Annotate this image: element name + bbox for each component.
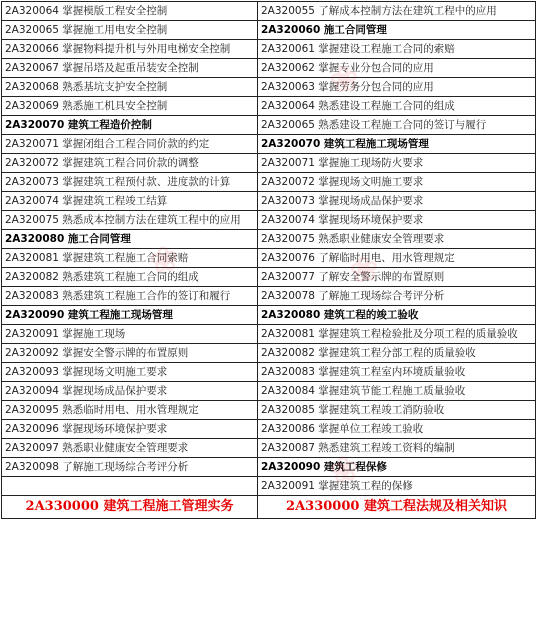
syllabus-item-cell: 2A320095 熟悉临时用电、用水管理规定 <box>2 401 258 420</box>
syllabus-item-cell: 2A320087 熟悉建筑工程竣工资料的编制 <box>258 439 536 458</box>
syllabus-item-cell: 2A320083 熟悉建筑工程施工合作的签订和履行 <box>2 287 258 306</box>
syllabus-item-cell: 2A320071 掌握闭组合工程合同价款的约定 <box>2 135 258 154</box>
syllabus-item-cell: 2A320072 掌握建筑工程合同价款的调整 <box>2 154 258 173</box>
syllabus-row <box>2 116 536 135</box>
syllabus-row <box>2 230 536 249</box>
syllabus-item-cell: 2A320072 掌握现场文明施工要求 <box>258 173 536 192</box>
syllabus-item-cell: 2A320085 掌握建筑工程竣工消防验收 <box>258 401 536 420</box>
syllabus-row <box>2 382 536 401</box>
syllabus-item-cell <box>2 477 258 496</box>
section-heading-cell: 2A320060 施工合同管理 <box>258 21 536 40</box>
section-heading-cell: 2A320090 建筑工程施工现场管理 <box>2 306 258 325</box>
syllabus-item-cell: 2A320094 掌握现场成品保护要求 <box>2 382 258 401</box>
syllabus-row <box>2 306 536 325</box>
syllabus-item-cell: 2A320068 熟悉基坑支护安全控制 <box>2 78 258 97</box>
syllabus-item-cell: 2A320077 了解安全警示牌的布置原则 <box>258 268 536 287</box>
syllabus-rows <box>2 2 536 496</box>
syllabus-item-cell: 2A320081 掌握建筑工程检验批及分项工程的质量验收 <box>258 325 536 344</box>
section-heading-cell: 2A320080 建筑工程的竣工验收 <box>258 306 536 325</box>
syllabus-row <box>2 439 536 458</box>
footer-right-cell <box>258 496 536 519</box>
syllabus-item-cell: 2A320093 掌握现场文明施工要求 <box>2 363 258 382</box>
syllabus-item-cell: 2A320091 掌握建筑工程的保修 <box>258 477 536 496</box>
watermark-mark: ❀ <box>147 238 182 282</box>
syllabus-row <box>2 344 536 363</box>
syllabus-item-cell: 2A320082 熟悉建筑工程施工合同的组成 <box>2 268 258 287</box>
syllabus-item-cell: 2A320073 掌握建筑工程预付款、进度款的计算 <box>2 173 258 192</box>
syllabus-item-cell: 2A320055 了解成本控制方法在建筑工程中的应用 <box>258 2 536 21</box>
syllabus-item-cell: 2A320081 掌握建筑工程施工合同索赔 <box>2 249 258 268</box>
syllabus-row <box>2 2 536 21</box>
watermark-mark: ❀ <box>347 248 382 292</box>
section-heading-cell: 2A320080 施工合同管理 <box>2 230 258 249</box>
syllabus-item-cell: 2A320066 掌握物料提升机与外用电梯安全控制 <box>2 40 258 59</box>
section-heading-cell: 2A320090 建筑工程保修 <box>258 458 536 477</box>
section-heading-cell: 2A320070 建筑工程施工现场管理 <box>258 135 536 154</box>
syllabus-item-cell: 2A320091 掌握施工现场 <box>2 325 258 344</box>
syllabus-item-cell: 2A320084 掌握建筑节能工程施工质量验收 <box>258 382 536 401</box>
syllabus-row <box>2 21 536 40</box>
syllabus-row <box>2 154 536 173</box>
syllabus-row <box>2 40 536 59</box>
syllabus-item-cell: 2A320075 熟悉职业健康安全管理要求 <box>258 230 536 249</box>
syllabus-item-cell: 2A320073 掌握现场成品保护要求 <box>258 192 536 211</box>
syllabus-row <box>2 458 536 477</box>
syllabus-row <box>2 97 536 116</box>
syllabus-item-cell: 2A320061 掌握建设工程施工合同的索赔 <box>258 40 536 59</box>
syllabus-row <box>2 268 536 287</box>
syllabus-item-cell: 2A320064 熟悉建设工程施工合同的组成 <box>258 97 536 116</box>
footer-left-title: 2A330000 建筑工程施工管理实务 <box>25 499 234 514</box>
syllabus-row <box>2 135 536 154</box>
syllabus-item-cell: 2A320075 熟悉成本控制方法在建筑工程中的应用 <box>2 211 258 230</box>
syllabus-item-cell: 2A320096 掌握现场环境保护要求 <box>2 420 258 439</box>
syllabus-item-cell: 2A320067 掌握吊塔及起重吊装安全控制 <box>2 59 258 78</box>
syllabus-item-cell: 2A320097 熟悉职业健康安全管理要求 <box>2 439 258 458</box>
watermark-mark: ❀ <box>327 58 362 102</box>
syllabus-item-cell: 2A320069 熟悉施工机具安全控制 <box>2 97 258 116</box>
syllabus-row <box>2 420 536 439</box>
footer-row <box>2 496 536 519</box>
syllabus-item-cell: 2A320092 掌握安全警示牌的布置原则 <box>2 344 258 363</box>
syllabus-row <box>2 401 536 420</box>
syllabus-table <box>1 1 536 519</box>
section-heading-cell: 2A320070 建筑工程造价控制 <box>2 116 258 135</box>
syllabus-row <box>2 173 536 192</box>
syllabus-row <box>2 78 536 97</box>
watermark-mark: ❀ <box>327 448 362 492</box>
syllabus-row <box>2 287 536 306</box>
syllabus-item-cell: 2A320086 掌握单位工程竣工验收 <box>258 420 536 439</box>
syllabus-item-cell: 2A320083 掌握建筑工程室内环境质量验收 <box>258 363 536 382</box>
syllabus-row <box>2 325 536 344</box>
syllabus-item-cell: 2A320065 熟悉建设工程施工合同的签订与履行 <box>258 116 536 135</box>
syllabus-item-cell: 2A320076 了解临时用电、用水管理规定 <box>258 249 536 268</box>
syllabus-item-cell: 2A320062 掌握专业分包合同的应用 <box>258 59 536 78</box>
syllabus-row <box>2 477 536 496</box>
syllabus-item-cell: 2A320078 了解施工现场综合考评分析 <box>258 287 536 306</box>
footer-right-title: 2A330000 建筑工程法规及相关知识 <box>286 499 507 514</box>
footer-left-cell <box>2 496 258 519</box>
syllabus-item-cell: 2A320098 了解施工现场综合考评分析 <box>2 458 258 477</box>
syllabus-item-cell: 2A320082 掌握建筑工程分部工程的质量验收 <box>258 344 536 363</box>
syllabus-row <box>2 211 536 230</box>
syllabus-row <box>2 59 536 78</box>
syllabus-item-cell: 2A320074 掌握建筑工程竣工结算 <box>2 192 258 211</box>
syllabus-item-cell: 2A320071 掌握施工现场防火要求 <box>258 154 536 173</box>
syllabus-item-cell: 2A320063 掌握劳务分包合同的应用 <box>258 78 536 97</box>
syllabus-item-cell: 2A320065 掌握施工用电安全控制 <box>2 21 258 40</box>
syllabus-row <box>2 249 536 268</box>
syllabus-row <box>2 363 536 382</box>
syllabus-item-cell: 2A320064 掌握模版工程安全控制 <box>2 2 258 21</box>
syllabus-item-cell: 2A320074 掌握现场环境保护要求 <box>258 211 536 230</box>
syllabus-row <box>2 192 536 211</box>
